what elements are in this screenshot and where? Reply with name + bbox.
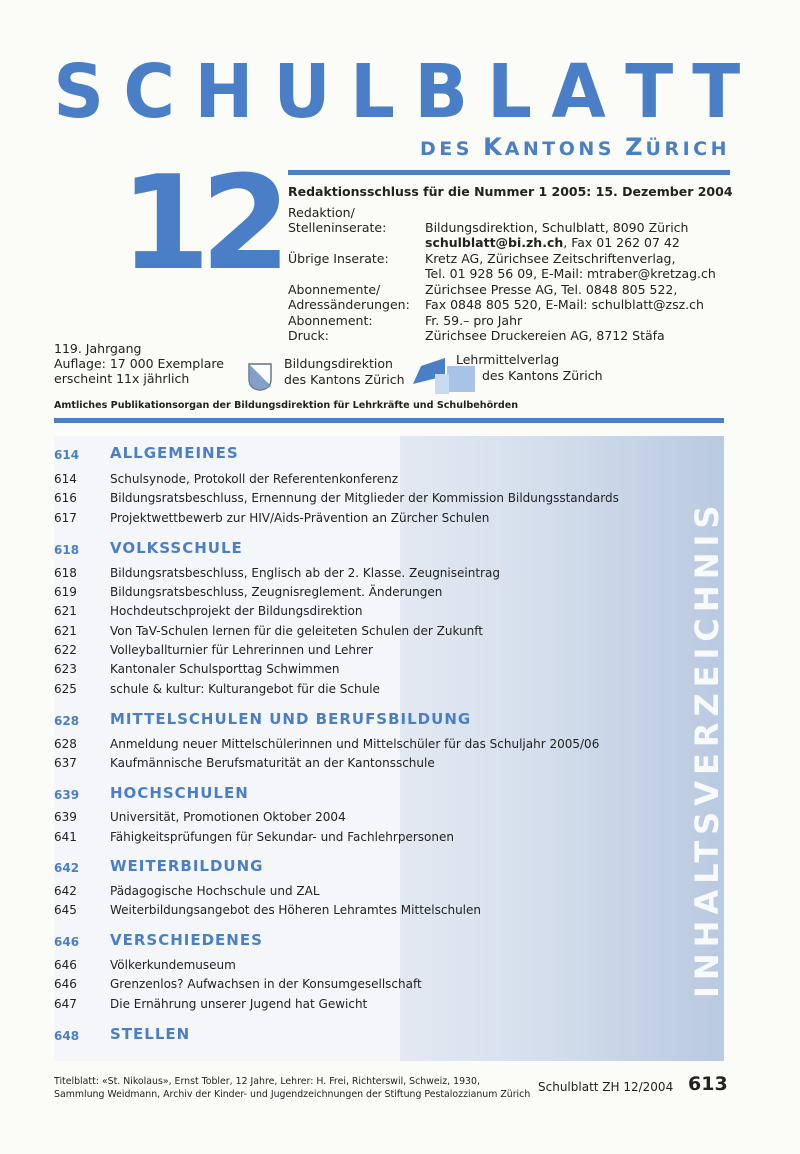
entry-page: 639 — [54, 810, 77, 824]
masthead-letter: H — [194, 49, 254, 135]
toc-entry[interactable]: Grenzenlos? Aufwachsen in der Konsumgesellschaft — [110, 977, 422, 991]
entry-page: 625 — [54, 682, 77, 696]
entry-page: 646 — [54, 958, 77, 972]
lehrmittelverlag-logo-text: Lehrmittelverlag — [456, 352, 560, 367]
section-title[interactable]: MITTELSCHULEN UND BERUFSBILDUNG — [110, 710, 472, 728]
entry-page: 647 — [54, 997, 77, 1011]
toc-entry[interactable]: Hochdeutschprojekt der Bildungsdirektion — [110, 604, 363, 618]
imprint-label: Redaktion/ — [288, 205, 355, 220]
zurich-shield-icon — [248, 363, 272, 391]
toc-entry[interactable]: Bildungsratsbeschluss, Englisch ab der 2. Klasse. Zeugniseintrag — [110, 566, 500, 580]
masthead-letter: S — [53, 49, 104, 135]
toc-entry[interactable]: Kantonaler Schulsporttag Schwimmen — [110, 662, 340, 676]
entry-page: 621 — [54, 604, 77, 618]
imprint-value: Fr. 59.– pro Jahr — [425, 313, 523, 328]
entry-page: 621 — [54, 624, 77, 638]
toc-entry[interactable]: Pädagogische Hochschule und ZAL — [110, 884, 320, 898]
imprint-label: Stelleninserate: — [288, 220, 387, 235]
toc-entry[interactable]: Anmeldung neuer Mittelschülerinnen und Mittelschüler für das Schuljahr 2005/06 — [110, 737, 600, 751]
bildungsdirektion-logo-text: Bildungsdirektion des Kantons Zürich — [284, 356, 405, 387]
volume-text: 119. Jahrgang — [54, 341, 142, 356]
publication-issue: Schulblatt ZH 12/2004 — [538, 1080, 674, 1094]
frequency-text: erscheint 11x jährlich — [54, 371, 190, 386]
section-title[interactable]: ALLGEMEINES — [110, 444, 239, 462]
cover-caption: Sammlung Weidmann, Archiv der Kinder- und Jugendzeichnungen der Stiftung Pestalozzianum Zürich — [54, 1089, 531, 1100]
masthead-letter: B — [414, 49, 468, 135]
entry-page: 637 — [54, 756, 77, 770]
masthead-letter: U — [273, 49, 331, 135]
masthead-letter: T — [625, 49, 674, 135]
masthead-letter: C — [123, 49, 176, 135]
section-title[interactable]: STELLEN — [110, 1025, 191, 1043]
toc-entry[interactable]: Die Ernährung unserer Jugend hat Gewicht — [110, 997, 368, 1011]
toc-entry[interactable]: Schulsynode, Protokoll der Referentenkonferenz — [110, 472, 399, 486]
section-page: 618 — [54, 543, 80, 557]
entry-page: 623 — [54, 662, 77, 676]
masthead-letter: T — [692, 49, 741, 135]
toc-entry[interactable]: Projektwettbewerb zur HIV/Aids-Prävention an Zürcher Schulen — [110, 511, 490, 525]
toc-entry[interactable]: Von TaV-Schulen lernen für die geleiteten Schulen der Zukunft — [110, 624, 484, 638]
toc-top-rule — [54, 418, 724, 423]
entry-page: 641 — [54, 830, 77, 844]
page-number: 613 — [688, 1073, 728, 1095]
section-title[interactable]: HOCHSCHULEN — [110, 784, 249, 802]
entry-page: 618 — [54, 566, 77, 580]
toc-entry[interactable]: Weiterbildungsangebot des Höheren Lehramtes Mittelschulen — [110, 903, 482, 917]
masthead-letter: L — [487, 49, 533, 135]
entry-page: 622 — [54, 643, 77, 657]
section-page: 639 — [54, 788, 80, 802]
entry-page: 616 — [54, 491, 77, 505]
imprint-value: Zürichsee Presse AG, Tel. 0848 805 522, — [425, 282, 678, 297]
masthead-title — [52, 49, 742, 135]
section-page: 614 — [54, 448, 80, 462]
lehrmittelverlag-logo-text: des Kantons Zürich — [482, 368, 603, 383]
toc-entry[interactable]: Bildungsratsbeschluss, Zeugnisreglement. Änderungen — [110, 585, 443, 599]
toc-entry[interactable]: Bildungsratsbeschluss, Ernennung der Mitglieder der Kommission Bildungsstandards — [110, 491, 619, 505]
section-page: 646 — [54, 935, 80, 949]
toc-entry[interactable]: schule & kultur: Kulturangebot für die Schule — [110, 682, 380, 696]
entry-page: 617 — [54, 511, 77, 525]
section-title[interactable]: VOLKSSCHULE — [110, 539, 243, 557]
imprint-value: Bildungsdirektion, Schulblatt, 8090 Zürich — [425, 220, 689, 235]
section-page: 648 — [54, 1029, 80, 1043]
vertical-title-inhaltsverzeichnis: INHALTSVERZEICHNIS — [688, 499, 726, 998]
imprint-value: Tel. 01 928 56 09, E-Mail: mtraber@kretzag.ch — [425, 266, 716, 281]
masthead-subtitle: DES KANTONS ZÜRICH — [420, 133, 730, 161]
imprint-email[interactable]: schulblatt@bi.zh.ch — [425, 235, 564, 250]
toc-entry[interactable]: Universität, Promotionen Oktober 2004 — [110, 810, 346, 824]
entry-page: 646 — [54, 977, 77, 991]
imprint-value: schulblatt@bi.zh.ch, Fax 01 262 07 42 — [425, 235, 680, 250]
imprint-label: Übrige Inserate: — [288, 251, 389, 266]
imprint-value: Fax 0848 805 520, E-Mail: schulblatt@zsz.ch — [425, 297, 704, 312]
entry-page: 645 — [54, 903, 77, 917]
entry-page: 614 — [54, 472, 77, 486]
entry-page: 619 — [54, 585, 77, 599]
toc-entry[interactable]: Fähigkeitsprüfungen für Sekundar- und Fachlehrpersonen — [110, 830, 454, 844]
masthead-letter: A — [551, 49, 606, 135]
toc-entry[interactable]: Volleyballturnier für Lehrerinnen und Lehrer — [110, 643, 373, 657]
section-title[interactable]: WEITERBILDUNG — [110, 857, 264, 875]
circulation-text: Auflage: 17 000 Exemplare — [54, 356, 224, 371]
imprint-value: Zürichsee Druckereien AG, 8712 Stäfa — [425, 328, 665, 343]
imprint-label: Abonnemente/ — [288, 282, 381, 297]
entry-page: 642 — [54, 884, 77, 898]
header-rule — [288, 170, 730, 175]
imprint-label: Adressänderungen: — [288, 297, 410, 312]
deadline-text: Redaktionsschluss für die Nummer 1 2005: 15. Dezember 2004 — [288, 184, 733, 199]
entry-page: 628 — [54, 737, 77, 751]
toc-entry[interactable]: Kaufmännische Berufsmaturität an der Kantonsschule — [110, 756, 435, 770]
imprint-value: Kretz AG, Zürichsee Zeitschriftenverlag, — [425, 251, 676, 266]
imprint-label: Druck: — [288, 328, 330, 343]
official-organ-text: Amtliches Publikationsorgan der Bildungsdirektion für Lehrkräfte und Schulbehörden — [54, 400, 519, 411]
issue-number: 12 — [120, 147, 281, 299]
imprint-label: Abonnement: — [288, 313, 373, 328]
section-page: 642 — [54, 861, 80, 875]
toc-entry[interactable]: Völkerkundemuseum — [110, 958, 236, 972]
section-page: 628 — [54, 714, 80, 728]
cover-caption: Titelblatt: «St. Nikolaus», Ernst Tobler, 12 Jahre, Lehrer: H. Frei, Richterswil, Schweiz, 1930, — [54, 1076, 480, 1087]
section-title[interactable]: VERSCHIEDENES — [110, 931, 263, 949]
masthead-letter: L — [350, 49, 395, 135]
